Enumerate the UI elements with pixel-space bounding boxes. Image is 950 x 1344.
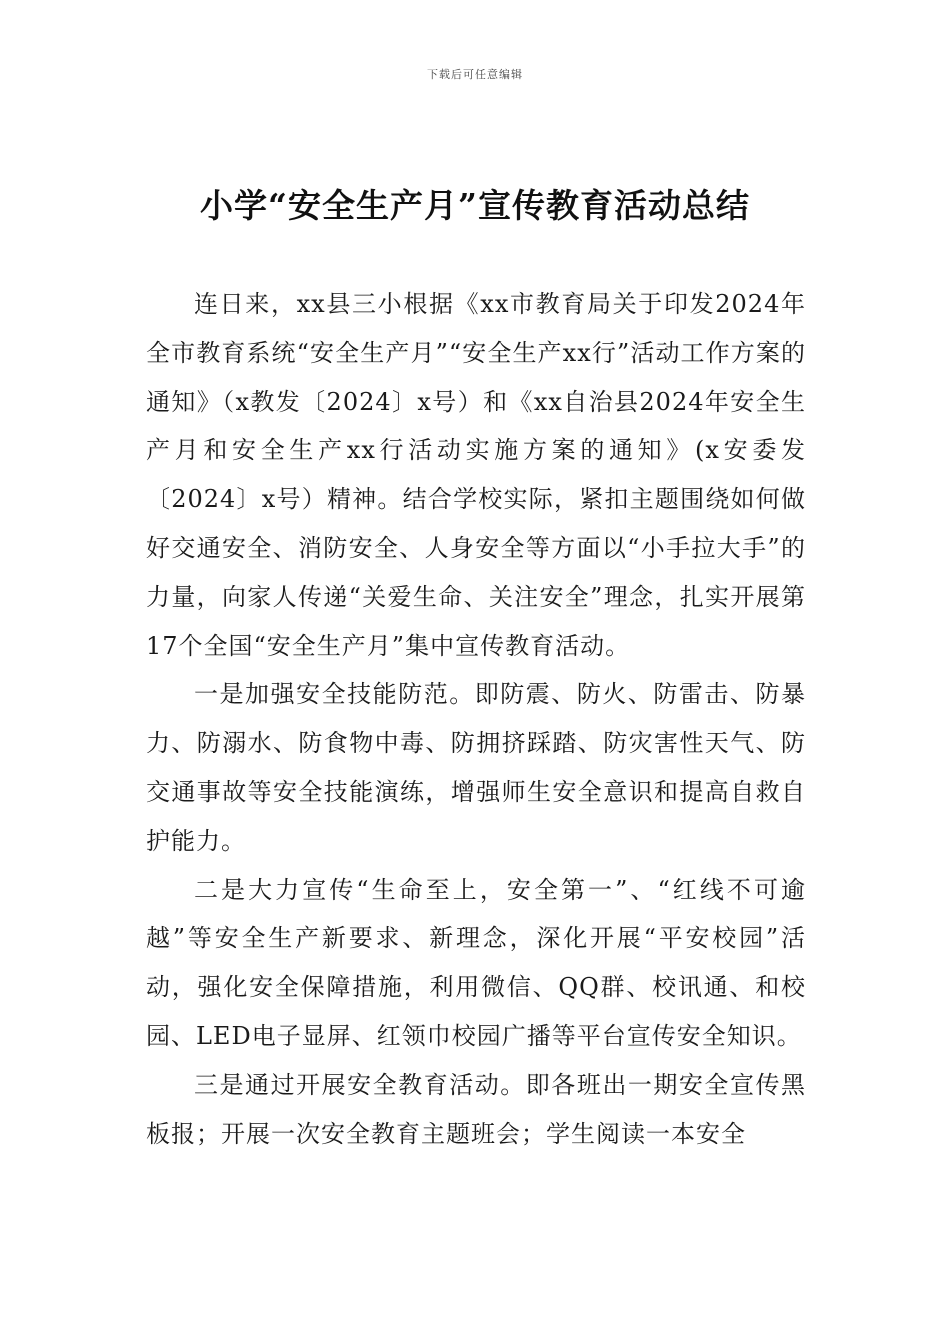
paragraph-point-one: 一是加强安全技能防范。即防震、防火、防雷击、防暴力、防溺水、防食物中毒、防拥挤踩踏、防灾害性天气、防交通事故等安全技能演练，增强师生安全意识和提高自救自护能力。 bbox=[146, 680, 806, 855]
document-body bbox=[146, 280, 806, 1158]
header-note: 下载后可任意编辑 bbox=[427, 68, 523, 81]
paragraph-point-three: 三是通过开展安全教育活动。即各班出一期安全宣传黑板报；开展一次安全教育主题班会；学生阅读一本安全 bbox=[146, 1070, 806, 1148]
paragraph-intro: 连日来，xx县三小根据《xx市教育局关于印发2024年全市教育系统“安全生产月”“安全生产xx行”活动工作方案的通知》（x教发〔2024〕x号）和《xx自治县2024年安全生产月和安全生产xx行活动实施方案的通知》(x安委发〔2024〕x号）精神。结合学校实际，紧扣主题围绕如何做好交通安全、消防安全、人身安全等方面以“小手拉大手”的力量，向家人传递“关爱生命、关注安全”理念，扎实开展第17个全国“安全生产月”集中宣传教育活动。 bbox=[146, 290, 806, 660]
paragraph-point-two: 二是大力宣传“生命至上，安全第一”、“红线不可逾越”等安全生产新要求、新理念，深化开展“平安校园”活动，强化安全保障措施，利用微信、QQ群、校讯通、和校园、LED电子显屏、红领巾校园广播等平台宣传安全知识。 bbox=[146, 875, 806, 1050]
document-title: 小学“安全生产月”宣传教育活动总结 bbox=[200, 186, 750, 225]
